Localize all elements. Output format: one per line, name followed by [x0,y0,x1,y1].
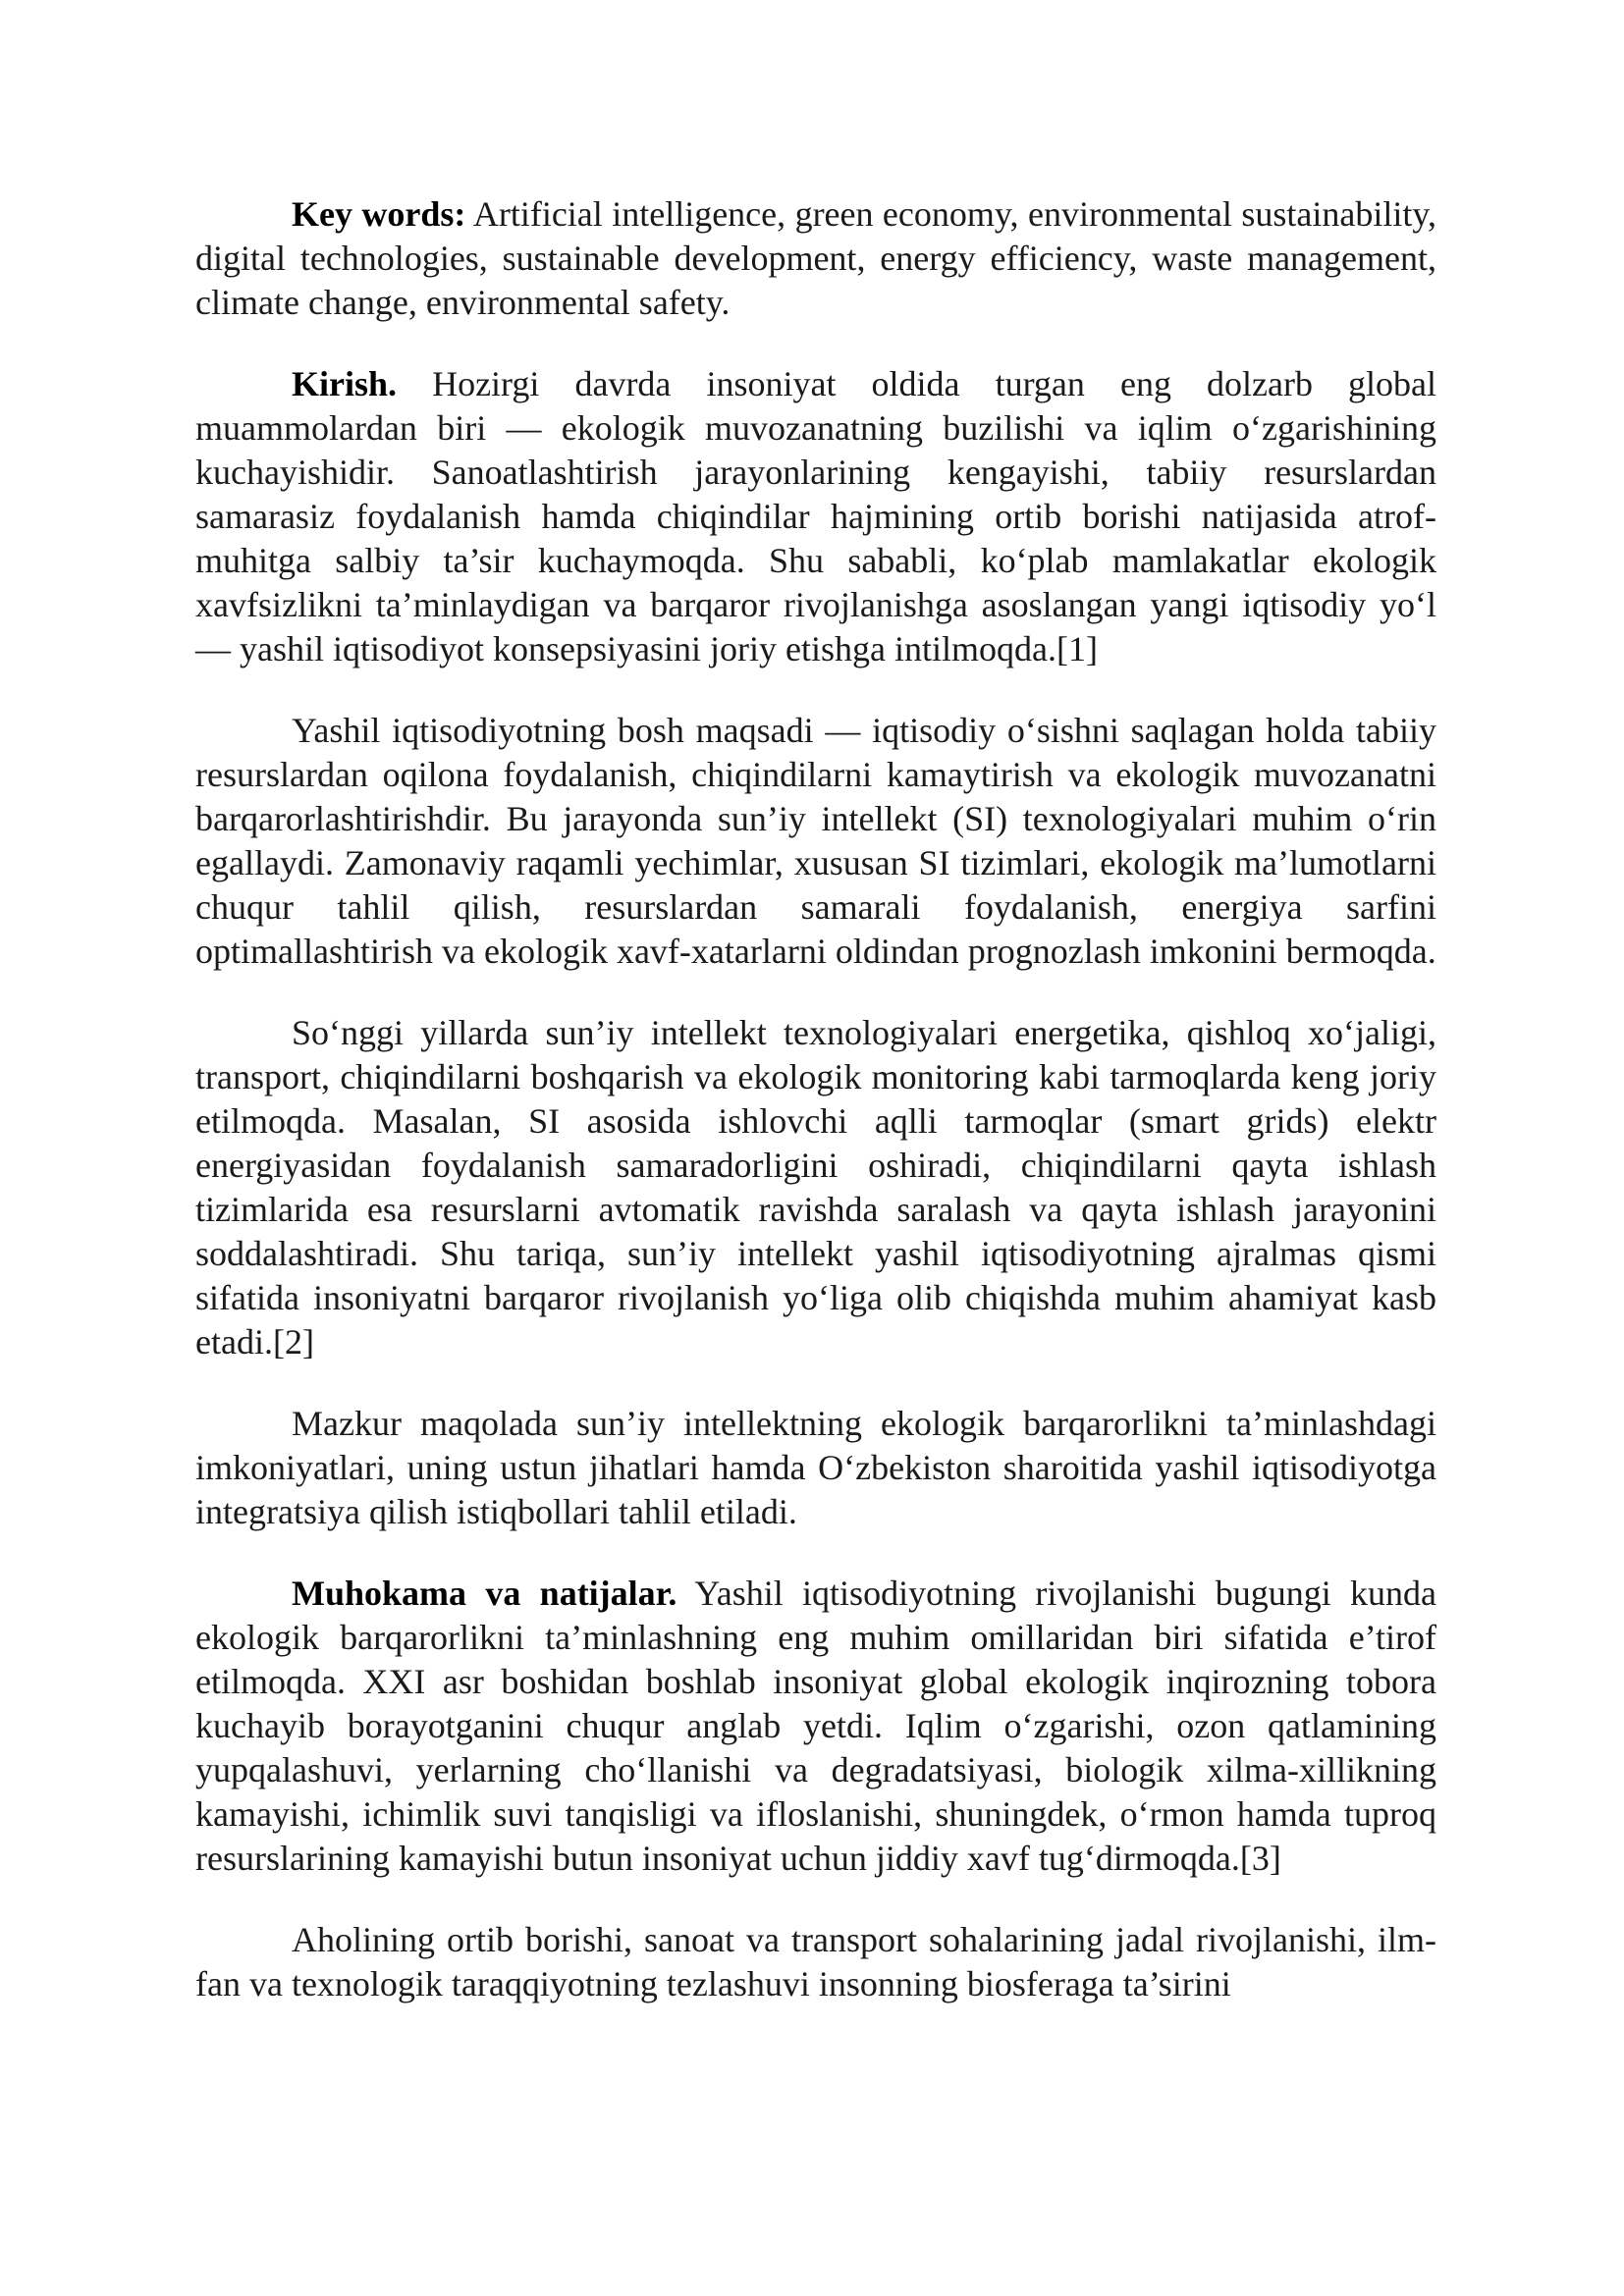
body-paragraph [195,1918,1436,2006]
introduction-text: Hozirgi davrda insoniyat oldida turgan eng dolzarb global muammolardan biri — ekologik muvozanatning buzilishi va iqlim o‘zgarishining kuchayishidir. Sanoatlashtirish jarayonlarining kengayishi, tabiiy resurslardan samarasiz foydalanish hamda chiqindilar hajmining ortib borishi natijasida atrof-muhitga salbiy ta’sir kuchaymoqda. Shu sababli, ko‘plab mamlakatlar ekologik xavfsizlikni ta’minlaydigan va barqaror rivojlanishga asoslangan yangi iqtisodiy yo‘l — yashil iqtisodiyot konsepsiyasini joriy etishga intilmoqda.[1] [195,364,1436,668]
introduction-paragraph [195,362,1436,671]
body-paragraph-text: Yashil iqtisodiyotning bosh maqsadi — iqtisodiy o‘sishni saqlagan holda tabiiy resurslardan oqilona foydalanish, chiqindilarni kamaytirish va ekologik muvozanatni barqarorlashtirishdir. Bu jarayonda sun’iy intellekt (SI) texnologiyalari muhim o‘rin egallaydi. Zamonaviy raqamli yechimlar, xususan SI tizimlari, ekologik ma’lumotlarni chuqur tahlil qilish, resurslardan samarali foydalanish, energiya sarfini optimallashtirish va ekologik xavf-xatarlarni oldindan prognozlash imkonini bermoqda. [195,711,1436,971]
keywords-paragraph [195,192,1436,325]
body-paragraph [195,1402,1436,1534]
keywords-heading: Key words: [292,194,466,234]
introduction-heading: Kirish. [292,364,398,403]
keywords-text: Artificial intelligence, green economy, environmental sustainability, digital technologies, sustainable development, energy efficiency, waste management, climate change, environmental safety. [195,194,1436,322]
body-paragraph-text: Mazkur maqolada sun’iy intellektning ekologik barqarorlikni ta’minlashdagi imkoniyatlari, uning ustun jihatlari hamda O‘zbekiston sharoitida yashil iqtisodiyotga integratsiya qilish istiqbollari tahlil etiladi. [195,1404,1436,1531]
document-page [195,192,1436,2006]
body-paragraph-text: Aholining ortib borishi, sanoat va transport sohalarining jadal rivojlanishi, ilm-fan va texnologik taraqqiyotning tezlashuvi insonning biosferaga ta’sirini [195,1920,1436,2003]
discussion-text: Yashil iqtisodiyotning rivojlanishi bugungi kunda ekologik barqarorlikni ta’minlashning eng muhim omillaridan biri sifatida e’tirof etilmoqda. XXI asr boshidan boshlab insoniyat global ekologik inqirozning tobora kuchayib borayotganini chuqur anglab yetdi. Iqlim o‘zgarishi, ozon qatlamining yupqalashuvi, yerlarning cho‘llanishi va degradatsiyasi, biologik xilma-xillikning kamayishi, ichimlik suvi tanqisligi va ifloslanishi, shuningdek, o‘rmon hamda tuproq resurslarining kamayishi butun insoniyat uchun jiddiy xavf tug‘dirmoqda.[3] [195,1574,1436,1878]
body-paragraph-text: So‘nggi yillarda sun’iy intellekt texnologiyalari energetika, qishloq xo‘jaligi, transport, chiqindilarni boshqarish va ekologik monitoring kabi tarmoqlarda keng joriy etilmoqda. Masalan, SI asosida ishlovchi aqlli tarmoqlar (smart grids) elektr energiyasidan foydalanish samaradorligini oshiradi, chiqindilarni qayta ishlash tizimlarida esa resurslarni avtomatik ravishda saralash va qayta ishlash jarayonini soddalashtiradi. Shu tariqa, sun’iy intellekt yashil iqtisodiyotning ajralmas qismi sifatida insoniyatni barqaror rivojlanish yo‘liga olib chiqishda muhim ahamiyat kasb etadi.[2] [195,1013,1436,1362]
discussion-paragraph [195,1572,1436,1881]
discussion-heading: Muhokama va natijalar. [292,1574,677,1613]
body-paragraph [195,709,1436,974]
body-paragraph [195,1011,1436,1364]
